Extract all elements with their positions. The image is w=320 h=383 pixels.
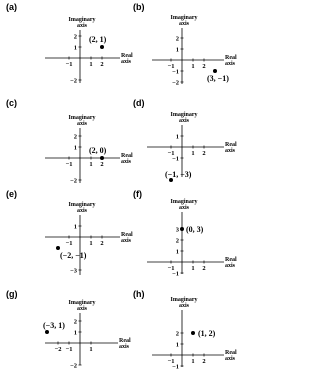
panel-d <box>133 98 237 182</box>
y-tick-label: 3 <box>175 226 179 234</box>
y-tick-label: −1 <box>172 363 179 371</box>
imaginary-axis-title: axis <box>76 121 88 127</box>
y-tick-label: −2 <box>70 77 77 85</box>
x-tick-label: 1 <box>191 150 195 157</box>
panel-label: (e) <box>6 189 17 199</box>
y-tick-label: 1 <box>73 144 77 152</box>
panel-label: (c) <box>6 98 17 108</box>
real-axis-title: Real <box>119 338 131 344</box>
plotted-point <box>56 246 60 250</box>
real-axis-title: Real <box>225 350 237 356</box>
plotted-point <box>100 45 104 49</box>
panel-a <box>6 2 133 84</box>
x-tick-label: 2 <box>100 61 104 68</box>
y-tick-label: −1 <box>172 270 179 278</box>
panel-label: (b) <box>133 2 145 12</box>
imaginary-axis-title: axis <box>178 118 190 124</box>
y-tick-label: 1 <box>175 133 179 141</box>
imaginary-axis-title: Imaginary <box>68 17 96 23</box>
plotted-point <box>191 331 195 335</box>
x-tick-label: 1 <box>191 265 195 272</box>
point-label: (0, 3) <box>186 225 204 234</box>
x-tick-label: −1 <box>167 358 175 365</box>
imaginary-axis-title: Imaginary <box>170 297 198 303</box>
real-axis-title: Real <box>121 53 133 59</box>
point-label: (−1, −3) <box>165 170 192 179</box>
x-tick-label: 2 <box>202 358 206 365</box>
imaginary-axis-title: Imaginary <box>68 115 96 121</box>
point-label: (−3, 1) <box>43 321 65 330</box>
y-tick-label: −3 <box>70 267 77 275</box>
real-axis-title: axis <box>121 159 132 165</box>
imaginary-axis-title: axis <box>178 21 190 27</box>
panel-b <box>133 2 237 86</box>
imaginary-axis-title: axis <box>178 303 190 309</box>
y-tick-label: −1 <box>172 68 179 76</box>
y-tick-label: 1 <box>175 248 179 256</box>
x-tick-label: −1 <box>65 346 73 353</box>
x-tick-label: 2 <box>202 63 206 70</box>
real-axis-title: axis <box>225 356 236 362</box>
real-axis-title: Real <box>225 142 237 148</box>
panel-label: (h) <box>133 289 145 299</box>
real-axis-title: axis <box>225 263 236 269</box>
x-tick-label: 2 <box>202 150 206 157</box>
y-tick-label: 2 <box>73 133 77 141</box>
point-label: (−2, −1) <box>60 251 87 260</box>
x-tick-label: 2 <box>202 265 206 272</box>
panel-label: (d) <box>133 98 145 108</box>
x-tick-label: −2 <box>54 346 62 353</box>
y-tick-label: −2 <box>70 362 77 370</box>
plotted-point <box>100 156 104 160</box>
plotted-point <box>180 227 184 231</box>
imaginary-axis-title: Imaginary <box>170 199 198 205</box>
real-axis-title: Real <box>225 257 237 263</box>
real-axis-title: Real <box>121 153 133 159</box>
imaginary-axis-title: Imaginary <box>170 15 198 21</box>
y-tick-label: 1 <box>175 341 179 349</box>
y-tick-label: −2 <box>172 79 179 87</box>
y-tick-label: −2 <box>70 177 77 185</box>
x-tick-label: 1 <box>89 161 93 168</box>
y-tick-label: 2 <box>175 330 179 338</box>
x-tick-label: −1 <box>167 265 175 272</box>
point-label: (1, 2) <box>198 329 216 338</box>
imaginary-axis-title: Imaginary <box>170 112 198 118</box>
real-axis-title: axis <box>121 238 132 244</box>
imaginary-axis-title: Imaginary <box>68 202 96 208</box>
y-tick-label: 2 <box>73 318 77 326</box>
panel-label: (g) <box>6 289 18 299</box>
x-tick-label: 1 <box>89 346 93 353</box>
panel-label: (f) <box>133 189 142 199</box>
point-label: (2, 1) <box>89 35 107 44</box>
y-tick-label: 2 <box>175 35 179 43</box>
plotted-point <box>213 69 217 73</box>
x-tick-label: 2 <box>100 161 104 168</box>
y-tick-label: 2 <box>73 33 77 41</box>
y-tick-label: 1 <box>73 329 77 337</box>
point-label: (2, 0) <box>89 146 107 155</box>
x-tick-label: 2 <box>100 240 104 247</box>
imaginary-axis-title: axis <box>76 306 88 312</box>
y-tick-label: −1 <box>172 155 179 163</box>
real-axis-title: Real <box>225 55 237 61</box>
x-tick-label: 1 <box>191 358 195 365</box>
y-tick-label: 1 <box>73 223 77 231</box>
panel-h <box>133 289 237 370</box>
x-tick-label: 1 <box>191 63 195 70</box>
plotted-point <box>45 330 49 334</box>
x-tick-label: −1 <box>65 61 73 68</box>
panel-c <box>6 98 133 184</box>
real-axis-title: axis <box>225 148 236 154</box>
real-axis-title: axis <box>225 61 236 67</box>
imaginary-axis-title: axis <box>178 205 190 211</box>
point-label: (3, −1) <box>207 74 229 83</box>
panel-g <box>6 289 131 369</box>
real-axis-title: axis <box>121 59 132 65</box>
imaginary-axis-title: Imaginary <box>68 300 96 306</box>
imaginary-axis-title: axis <box>76 23 88 29</box>
x-tick-label: −1 <box>65 161 73 168</box>
y-tick-label: 2 <box>175 237 179 245</box>
y-tick-label: 1 <box>175 46 179 54</box>
panel-label: (a) <box>6 2 17 12</box>
real-axis-title: axis <box>119 344 130 350</box>
panel-f <box>133 189 237 277</box>
panel-e <box>6 189 133 275</box>
x-tick-label: −1 <box>65 240 73 247</box>
x-tick-label: 1 <box>89 240 93 247</box>
real-axis-title: Real <box>121 232 133 238</box>
x-tick-label: −1 <box>167 63 175 70</box>
x-tick-label: −1 <box>167 150 175 157</box>
imaginary-axis-title: axis <box>76 208 88 214</box>
x-tick-label: 1 <box>89 61 93 68</box>
y-tick-label: 1 <box>73 44 77 52</box>
